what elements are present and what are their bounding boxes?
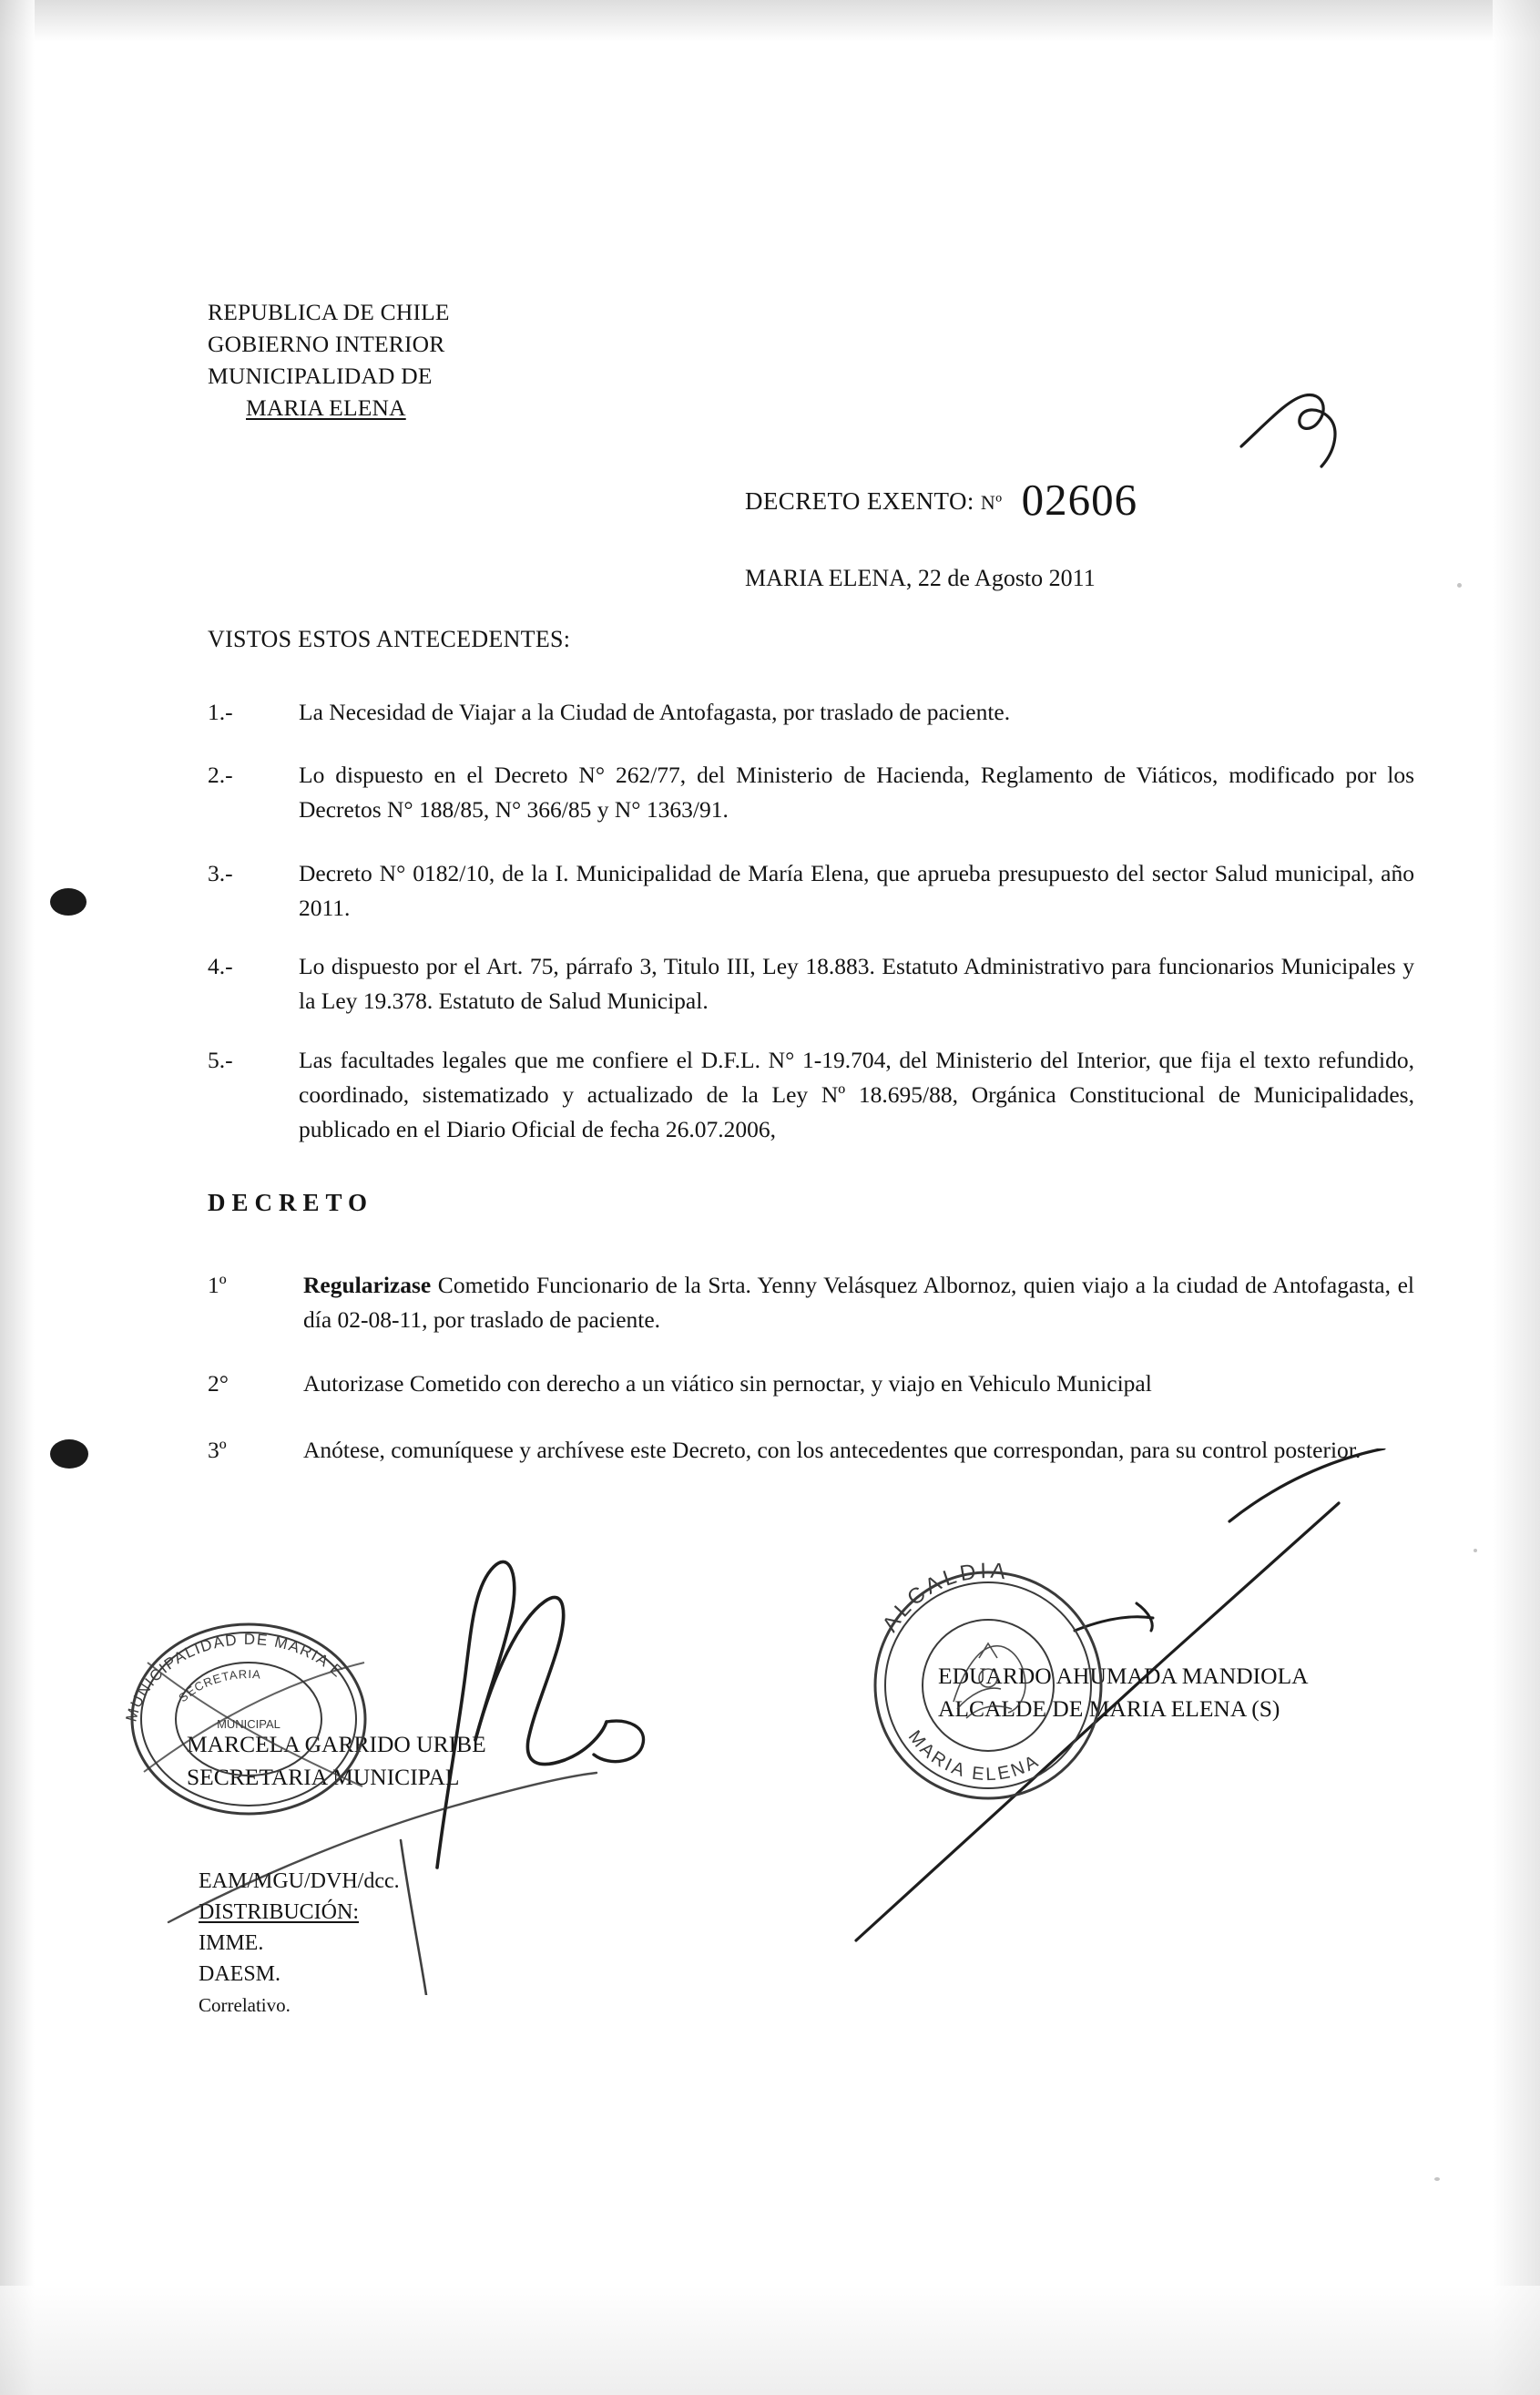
decree-number-prefix: Nº [980, 491, 1003, 514]
clause-lead: Regularizase [303, 1272, 432, 1298]
considerando-text: Las facultades legales que me confiere el D.F.L. N° 1-19.704, del Ministerio del Interior, que fija el texto refundido, coordinado, sistematizado y actualizado de la Ley Nº 18.695/88, Orgánica Constitucional de Municipalidades, publicado en el Diario Oficial de fecha 26.07.2006, [299, 1047, 1414, 1142]
considerando-text: Lo dispuesto por el Art. 75, párrafo 3, Titulo III, Ley 18.883. Estatuto Administrativo para funcionarios Municipales y la Ley 19.378. Estatuto de Salud Municipal. [299, 953, 1414, 1014]
clause-text: Cometido Funcionario de la Srta. Yenny Velásquez Albornoz, quien viajo a la ciudad de Antofagasta, el día 02-08-11, por traslado de paciente. [303, 1272, 1414, 1333]
considerando-item [208, 949, 1414, 1018]
considerando-text: La Necesidad de Viajar a la Ciudad de Antofagasta, por traslado de paciente. [299, 699, 1011, 725]
considerando-text: Decreto N° 0182/10, de la I. Municipalidad de María Elena, que aprueba presupuesto del sector Salud municipal, año 2011. [299, 860, 1414, 921]
considerando-number: 4.- [208, 953, 233, 979]
considerando-number: 1.- [208, 699, 233, 725]
considerando-item [208, 695, 1414, 730]
decreto-clause [208, 1268, 1414, 1337]
footer-distribution-entry: IMME. [199, 1931, 264, 1955]
footer-initials: EAM/MGU/DVH/dcc. [199, 1869, 400, 1893]
clause-body [303, 1268, 1414, 1337]
footer-distribution-label: DISTRIBUCIÓN: [199, 1900, 360, 1924]
decree-place-date: MARIA ELENA, 22 de Agosto 2011 [745, 565, 1096, 591]
svg-text:ALCALDIA: ALCALDIA [877, 1558, 1011, 1637]
considerando-item [208, 856, 1414, 926]
decreto-clause [208, 1366, 1414, 1401]
considerando-text: Lo dispuesto en el Decreto N° 262/77, del Ministerio de Hacienda, Reglamento de Viáticos, modificado por los Decretos N° 188/85, N° 366/85 y N° 1363/91. [299, 762, 1414, 823]
decree-number-value: 02606 [1021, 475, 1138, 525]
svg-text:MARIA ELENA: MARIA ELENA [903, 1726, 1045, 1786]
signature-block-mayor [938, 1660, 1309, 1725]
mayor-name: EDUARDO AHUMADA MANDIOLA [938, 1663, 1309, 1689]
considerando-item [208, 1043, 1414, 1147]
vistos-heading: VISTOS ESTOS ANTECEDENTES: [208, 626, 571, 652]
svg-text:SECRETARIA: SECRETARIA [176, 1666, 262, 1705]
considerando-number: 5.- [208, 1047, 233, 1073]
decree-number-line [745, 474, 1137, 526]
header-line-municipality: MUNICIPALIDAD DE [208, 363, 433, 389]
svg-text:MUNICIPAL: MUNICIPAL [217, 1717, 280, 1731]
considerando-number: 2.- [208, 762, 233, 788]
decreto-section-title: DECRETO [208, 1189, 374, 1216]
decreto-clause [208, 1433, 1414, 1468]
footer-distribution-entry: DAESM. [199, 1962, 281, 1986]
mayor-title: ALCALDE DE MARIA ELENA (S) [938, 1695, 1280, 1722]
secretary-title: SECRETARIA MUNICIPAL [187, 1764, 460, 1790]
header-line-city: MARIA ELENA [246, 394, 406, 421]
secretary-name: MARCELA GARRIDO URIBE [187, 1731, 486, 1757]
clause-text: Autorizase Cometido con derecho a un viático sin pernoctar, y viajo en Vehiculo Municipal [303, 1370, 1152, 1397]
considerando-item [208, 758, 1414, 827]
document-header [208, 296, 450, 424]
clause-text: Anótese, comuníquese y archívese este Decreto, con los antecedentes que correspondan, para su control posterior. [303, 1437, 1362, 1463]
header-line-government: GOBIERNO INTERIOR [208, 331, 445, 357]
svg-text:MUNICIPALIDAD DE MARIA E: MUNICIPALIDAD DE MARIA E [122, 1630, 347, 1724]
clause-number: 1º [208, 1272, 227, 1298]
considerando-number: 3.- [208, 860, 233, 886]
clause-number: 3º [208, 1437, 227, 1463]
decree-label: DECRETO EXENTO: [745, 487, 974, 515]
header-line-republic: REPUBLICA DE CHILE [208, 299, 450, 325]
footer-correlativo: Correlativo. [199, 1994, 291, 2016]
clause-number: 2° [208, 1370, 229, 1397]
document-footer [199, 1866, 400, 2021]
signature-block-secretary [187, 1728, 486, 1794]
